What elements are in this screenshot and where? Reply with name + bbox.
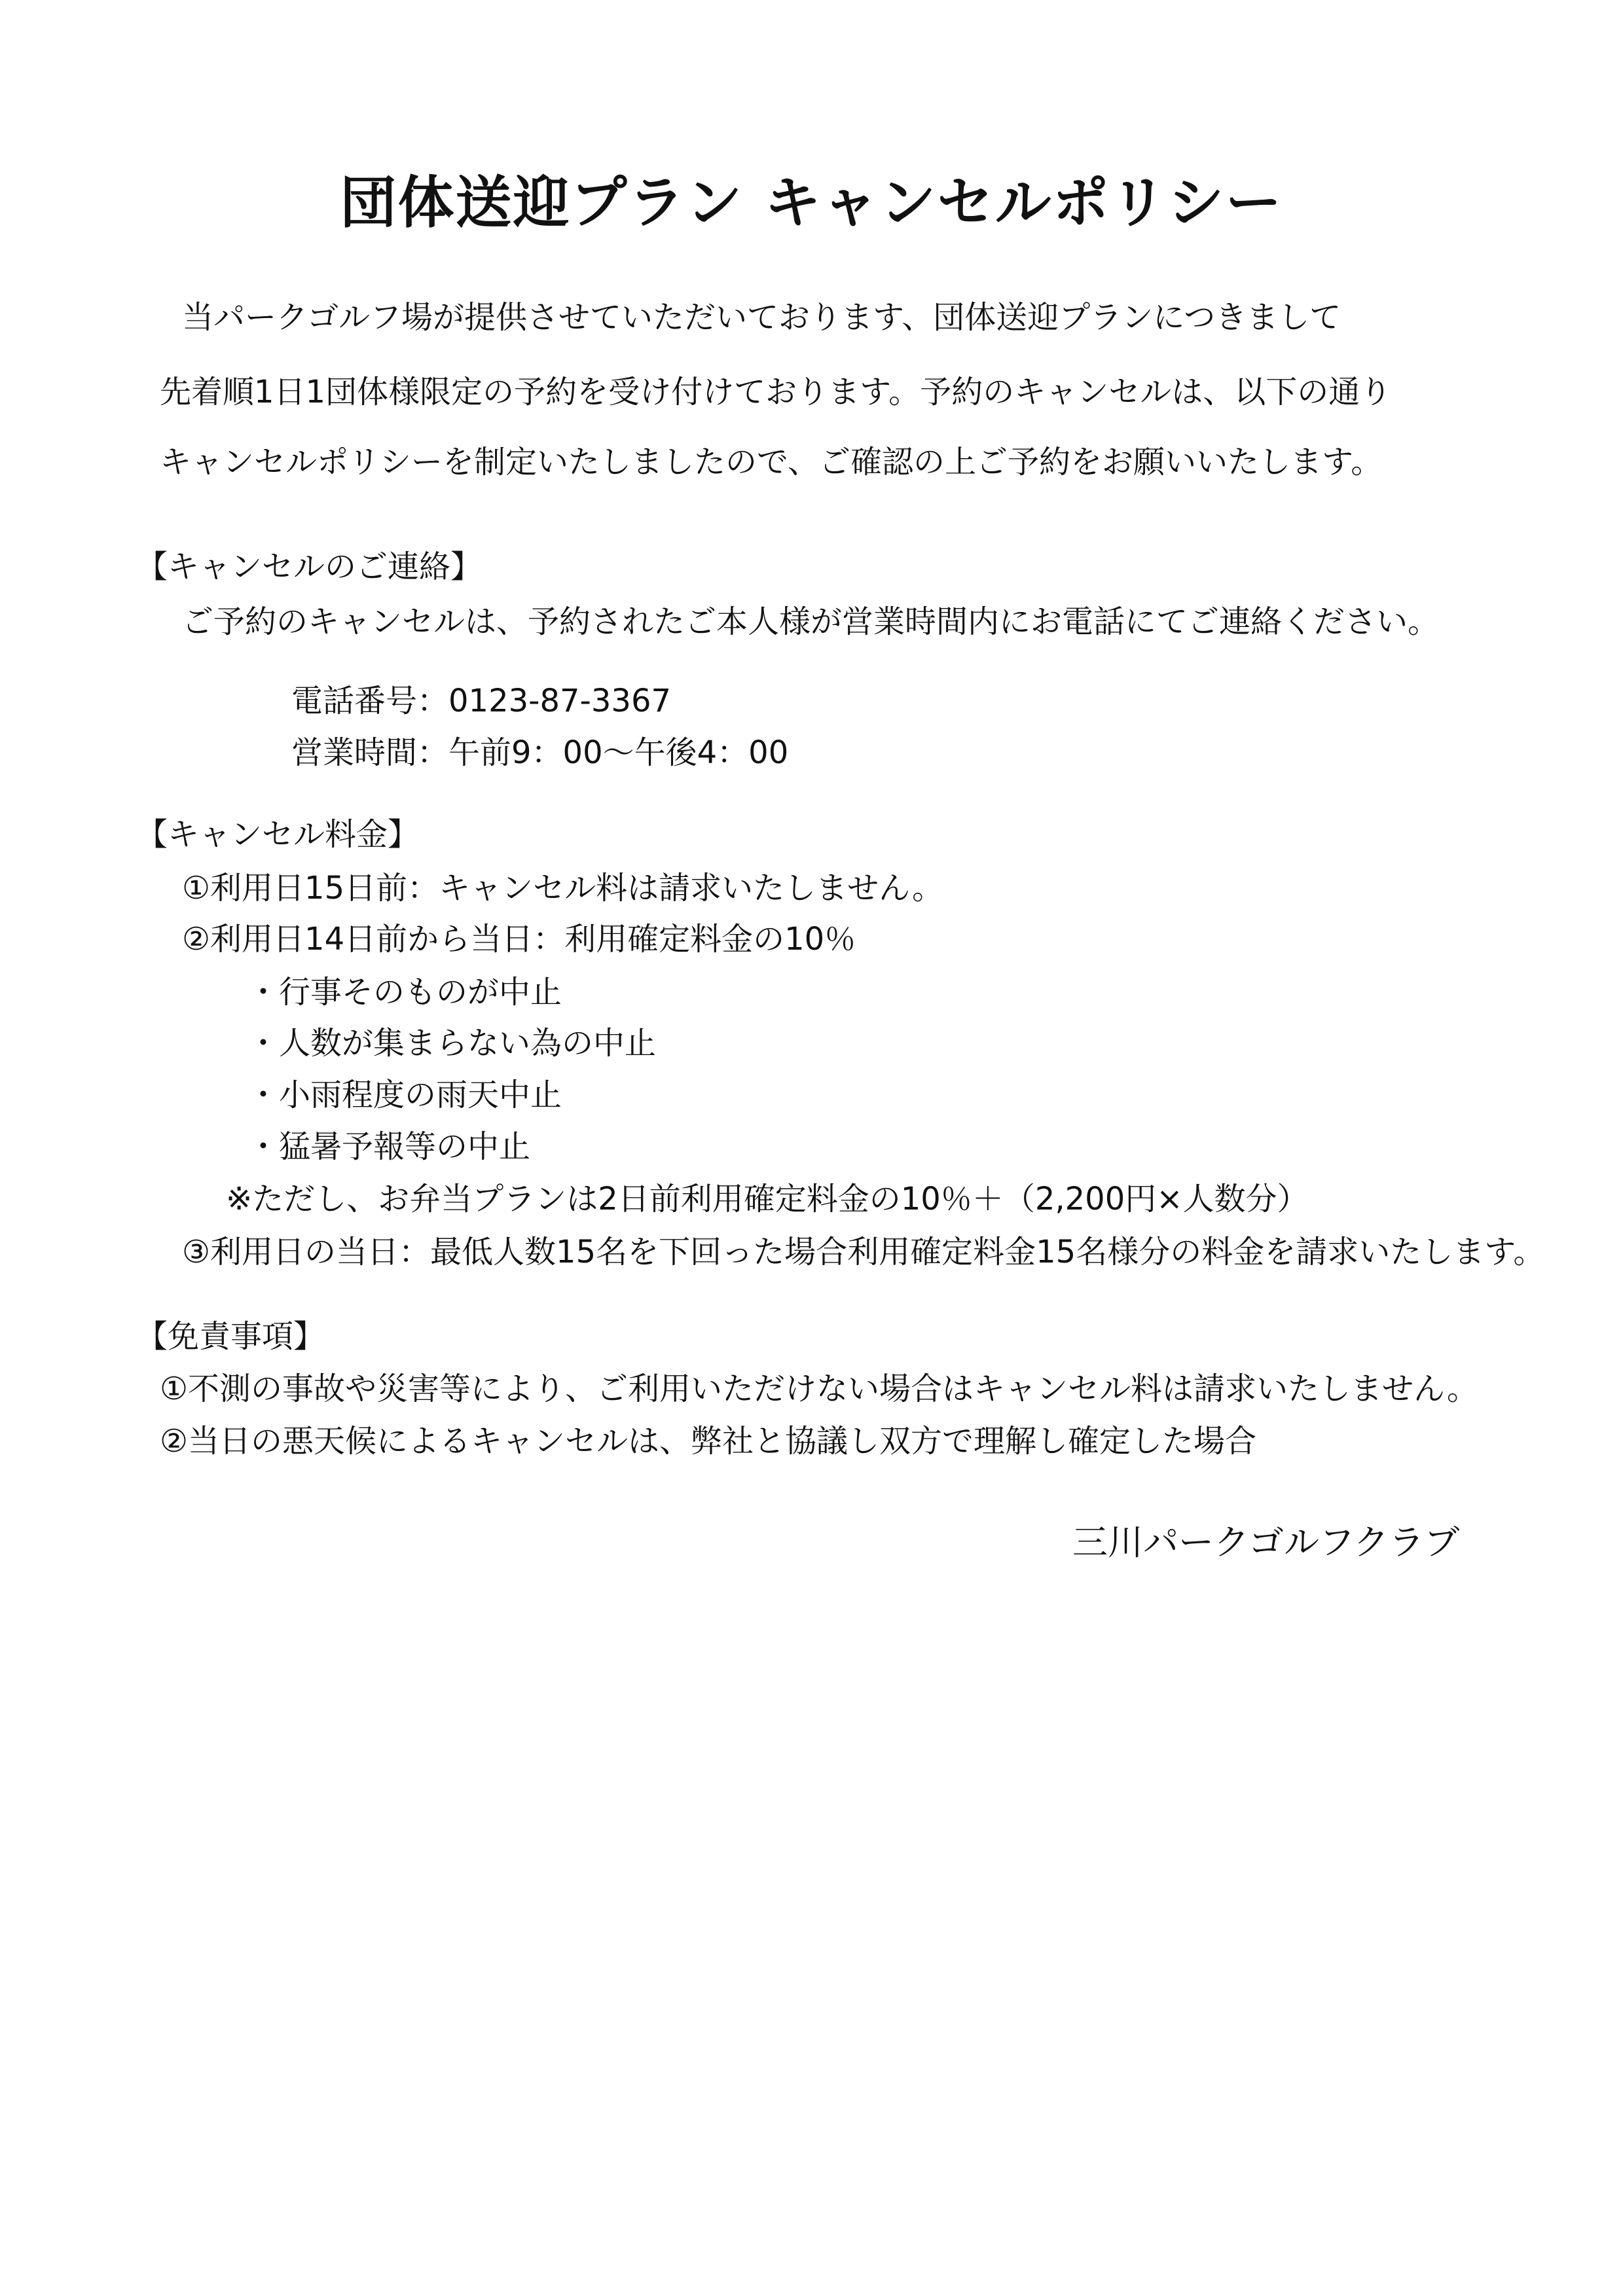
fees-item-3: ③利用日の当日：最低人数15名を下回った場合利用確定料金15名様分の料金を請求いたします。 [182,1234,1545,1270]
disclaimer-heading: 【免責事項】 [136,1318,325,1355]
fees-bullet-3: ・小雨程度の雨天中止 [247,1077,562,1113]
contact-text: ご予約のキャンセルは、予約されたご本人様が営業時間内にお電話にてご連絡ください。 [182,603,1440,640]
fees-note: ※ただし、お弁当プランは2日前利用確定料金の10％＋（2,200円×人数分） [226,1181,1309,1217]
intro-line-2: 先着順1日1団体様限定の予約を受け付けております。予約のキャンセルは、以下の通り [160,374,1392,410]
fees-item-2: ②利用日14日前から当日：利用確定料金の10％ [182,921,856,958]
fees-item-1: ①利用日15日前：キャンセル料は請求いたしません。 [182,870,943,906]
fees-bullet-2: ・人数が集まらない為の中止 [247,1025,657,1062]
fees-heading: 【キャンセル料金】 [136,816,420,853]
document-title: 団体送迎プラン キャンセルポリシー [340,170,1283,236]
signature: 三川パークゴルフクラブ [1072,1522,1460,1563]
contact-heading: 【キャンセルのご連絡】 [136,548,483,585]
contact-hours: 営業時間：午前9：00～午後4：00 [291,734,789,771]
fees-bullet-4: ・猛暑予報等の中止 [247,1128,531,1165]
fees-bullet-1: ・行事そのものが中止 [247,974,562,1011]
intro-line-3: キャンセルポリシーを制定いたしましたので、ご確認の上ご予約をお願いいたします。 [160,444,1383,480]
contact-phone: 電話番号：0123-87-3367 [291,683,672,719]
intro-line-1: 当パークゴルフ場が提供させていただいております、団体送迎プランにつきまして [182,299,1341,336]
disclaimer-item-2: ②当日の悪天候によるキャンセルは、弊社と協議し双方で理解し確定した場合 [160,1423,1257,1460]
disclaimer-item-1: ①不測の事故や災害等により、ご利用いただけない場合はキャンセル料は請求いたしません。 [160,1371,1478,1407]
